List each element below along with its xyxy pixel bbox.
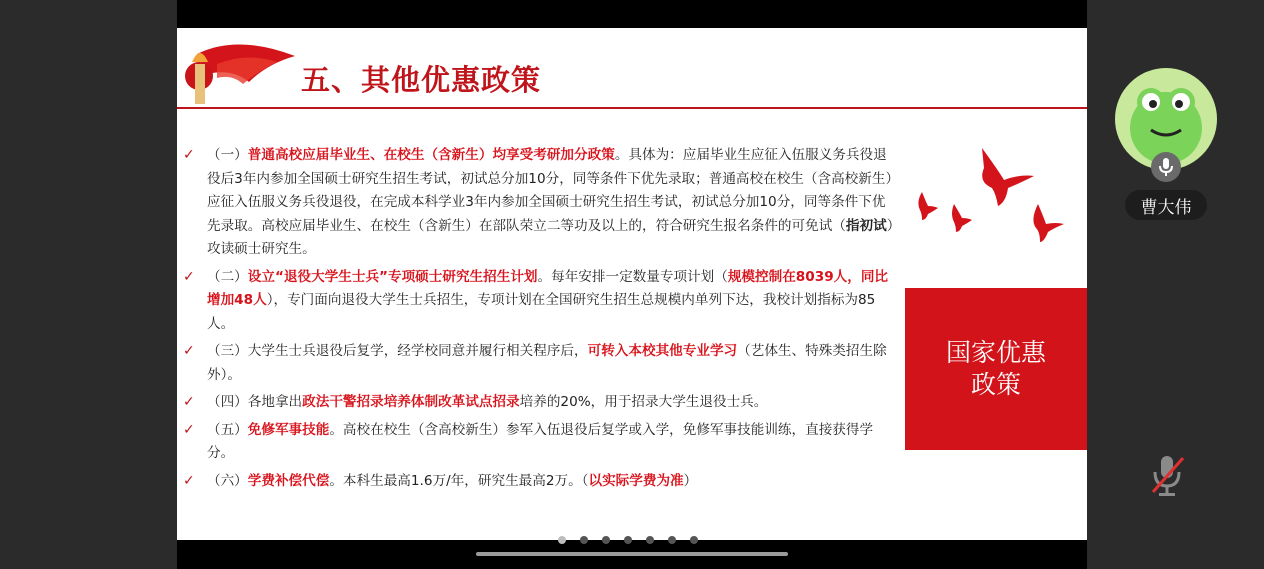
policy-item-2: ✓ （二）设立“退役大学生士兵”专项硕士研究生招生计划。每年安排一定数量专项计划（规模控制在8039人，同比增加48人），专门面向退役大学生士兵招生，专项计划在全国研究生招生总规模内单列下达，我校计划指标为85人。 xyxy=(183,266,899,337)
title-divider xyxy=(177,107,1087,109)
policy-list xyxy=(183,144,899,497)
checkmark-icon: ✓ xyxy=(183,472,195,489)
participant-name: 曹大伟 xyxy=(1125,190,1207,220)
side-policy-box: 国家优惠 政策 xyxy=(905,288,1087,450)
policy-item-4: ✓ （四）各地拿出政法干警招录培养体制改革试点招录培养的20%，用于招录大学生退役士兵。 xyxy=(183,391,899,415)
page-dot[interactable] xyxy=(690,536,698,544)
policy-item-5: ✓ （五）免修军事技能。高校在校生（含高校新生）参军入伍退役后复学或入学，免修军事技能训练，直接获得学分。 xyxy=(183,419,899,466)
shared-slide xyxy=(177,28,1087,540)
checkmark-icon: ✓ xyxy=(183,421,195,438)
doves-decoration xyxy=(912,148,1072,248)
checkmark-icon: ✓ xyxy=(183,147,195,163)
flag-torch-logo xyxy=(177,34,297,106)
microphone-icon xyxy=(1151,152,1181,182)
page-dot[interactable] xyxy=(668,536,676,544)
page-dot[interactable] xyxy=(558,536,566,544)
policy-item-6: ✓ （六）学费补偿代偿。本科生最高1.6万/年，研究生最高2万。（以实际学费为准） xyxy=(183,470,899,494)
checkmark-icon: ✓ xyxy=(183,268,195,285)
page-indicator[interactable] xyxy=(558,536,698,544)
microphone-muted-icon[interactable] xyxy=(1147,452,1187,498)
slide-title: 五、其他优惠政策 xyxy=(301,63,542,97)
policy-item-3: ✓ （三）大学生士兵退役后复学，经学校同意并履行相关程序后，可转入本校其他专业学习（艺体生、特殊类招生除外）。 xyxy=(183,340,899,387)
checkmark-icon: ✓ xyxy=(183,394,195,410)
home-indicator[interactable] xyxy=(476,552,788,556)
page-dot[interactable] xyxy=(602,536,610,544)
checkmark-icon: ✓ xyxy=(183,343,195,359)
page-dot[interactable] xyxy=(624,536,632,544)
policy-item-1: ✓ （一）普通高校应届毕业生、在校生（含新生）均享受考研加分政策。具体为：应届毕业生应征入伍服义务兵役退役后3年内参加全国硕士研究生招生考试，初试总分加10分，同等条件下优先录取；普通高校在校生（含高校新生）应征入伍服义务兵役退役，在完成本科学业3年内参加全国硕士研究生招生考试，初试总分加10分，同等条件下优先录取。高校应届毕业生、在校生（含新生）在部队荣立二等功及以上的，符合研究生报名条件的可免试（指初试）攻读硕士研究生。 xyxy=(183,144,899,262)
page-dot[interactable] xyxy=(580,536,588,544)
page-dot[interactable] xyxy=(646,536,654,544)
top-black-bar xyxy=(177,0,1087,28)
